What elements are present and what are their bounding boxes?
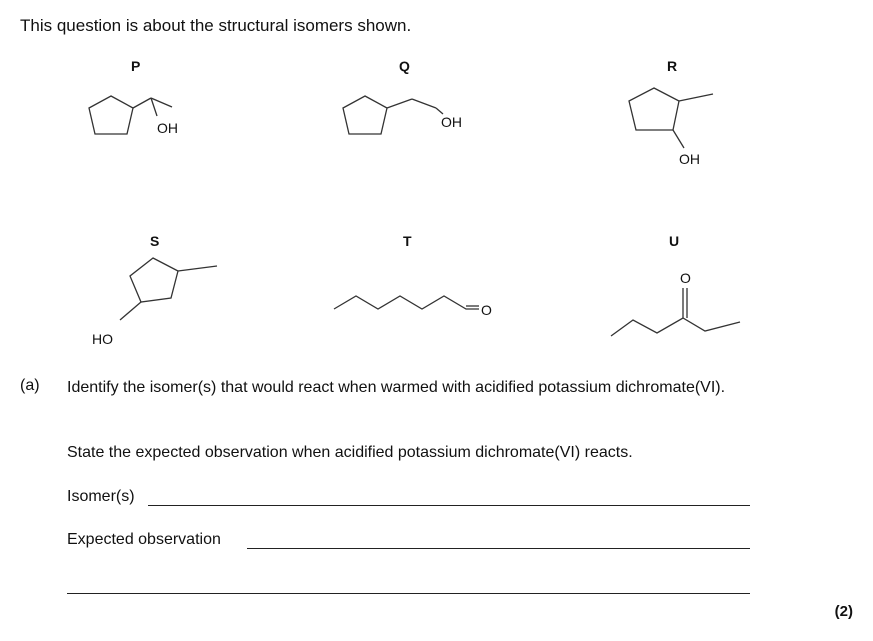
intro-text: This question is about the structural isomers shown.: [20, 16, 412, 35]
molecule-label-r: R: [667, 58, 678, 74]
atom-label-u-o: O: [680, 270, 691, 286]
structure-q: [343, 96, 443, 134]
marks-indicator: (2): [834, 603, 853, 620]
atom-label-q-oh: OH: [441, 114, 462, 130]
observation-answer-line[interactable]: [247, 548, 750, 549]
atom-label-p-oh: OH: [157, 120, 178, 136]
isomer-answer-label: Isomer(s): [67, 488, 135, 505]
question-state-text: State the expected observation when acidified potassium dichromate(VI) reacts.: [67, 444, 633, 461]
molecule-label-t: T: [403, 233, 412, 249]
structure-s: [120, 258, 217, 320]
observation-answer-line-2[interactable]: [67, 593, 750, 594]
atom-label-s-ho: HO: [92, 331, 113, 347]
structure-t: [334, 296, 479, 309]
structure-r: [629, 88, 713, 148]
structure-u: [611, 288, 740, 336]
molecule-label-u: U: [669, 233, 680, 249]
observation-answer-label: Expected observation: [67, 531, 221, 548]
question-text: Identify the isomer(s) that would react when warmed with acidified potassium dichromate(VI).: [67, 379, 726, 396]
molecule-label-p: P: [131, 58, 141, 74]
atom-label-r-oh: OH: [679, 151, 700, 167]
isomer-answer-line[interactable]: [148, 505, 750, 506]
atom-label-t-o: O: [481, 302, 492, 318]
molecule-label-q: Q: [399, 58, 410, 74]
molecule-label-s: S: [150, 233, 160, 249]
question-part-number: (a): [20, 377, 40, 394]
